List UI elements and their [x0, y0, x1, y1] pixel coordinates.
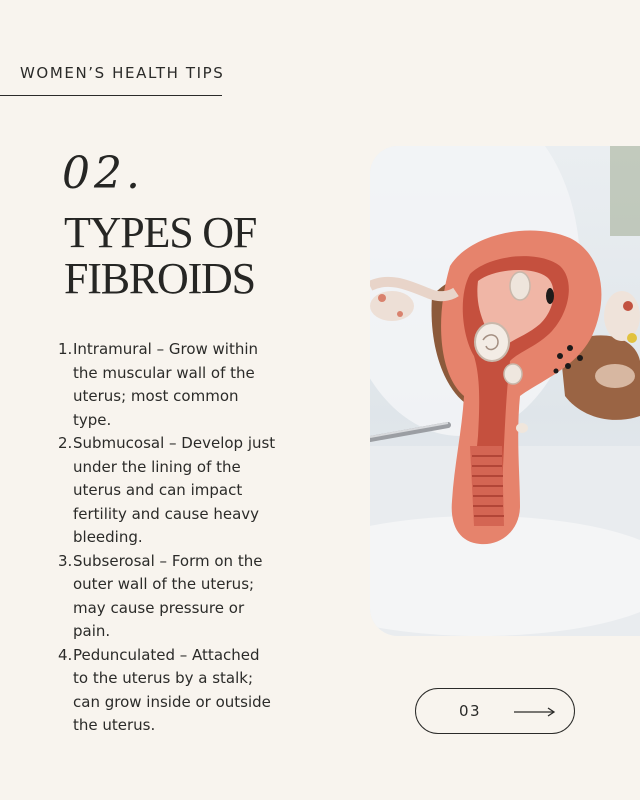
list-item	[58, 550, 290, 644]
list-item-line: Subserosal – Form on the	[73, 551, 263, 570]
list-marker: 2.	[58, 434, 73, 452]
list-item-line: Submucosal – Develop just	[73, 434, 276, 452]
page-number: 03	[459, 702, 482, 720]
uterus-model-illustration	[370, 146, 640, 636]
list-marker: 4.	[58, 645, 73, 664]
list-item-line: can grow inside or outside	[73, 692, 271, 711]
list-item-line: to the uterus by a stalk;	[73, 669, 254, 687]
uterus-model-photo	[370, 146, 640, 636]
list-item	[58, 644, 290, 738]
list-item-line: may cause pressure or	[73, 598, 245, 617]
list-item-line: fertility and cause heavy	[73, 504, 260, 523]
section-title-line: FIBROIDS	[64, 254, 255, 303]
list-item-line: the uterus.	[73, 716, 156, 734]
list-item-line: type.	[73, 410, 112, 429]
list-marker: 3.	[58, 551, 73, 570]
fibroid-types-list	[58, 338, 290, 738]
list-item-line: Intramural – Grow within	[73, 340, 259, 358]
list-item-line: under the lining of the	[73, 457, 241, 476]
list-item-line: uterus and can impact	[73, 481, 243, 499]
list-item-line: uterus; most common	[73, 387, 239, 405]
list-item	[58, 338, 290, 432]
arrow-right-icon	[514, 707, 556, 717]
list-marker: 1.	[58, 340, 73, 358]
list-item	[58, 432, 290, 550]
section-title-line: TYPES OF	[64, 208, 257, 257]
section-title	[64, 210, 314, 302]
list-item-line: bleeding.	[73, 528, 143, 546]
brand-divider	[0, 95, 222, 96]
next-page-button[interactable]	[415, 688, 575, 734]
list-item-line: Pedunculated – Attached	[73, 645, 260, 664]
list-item-line: pain.	[73, 622, 111, 640]
brand-label: WOMEN’S HEALTH TIPS	[20, 64, 225, 82]
list-item-line: the muscular wall of the	[73, 363, 255, 382]
section-number: 02.	[62, 148, 144, 199]
list-item-line: outer wall of the uterus;	[73, 575, 255, 593]
